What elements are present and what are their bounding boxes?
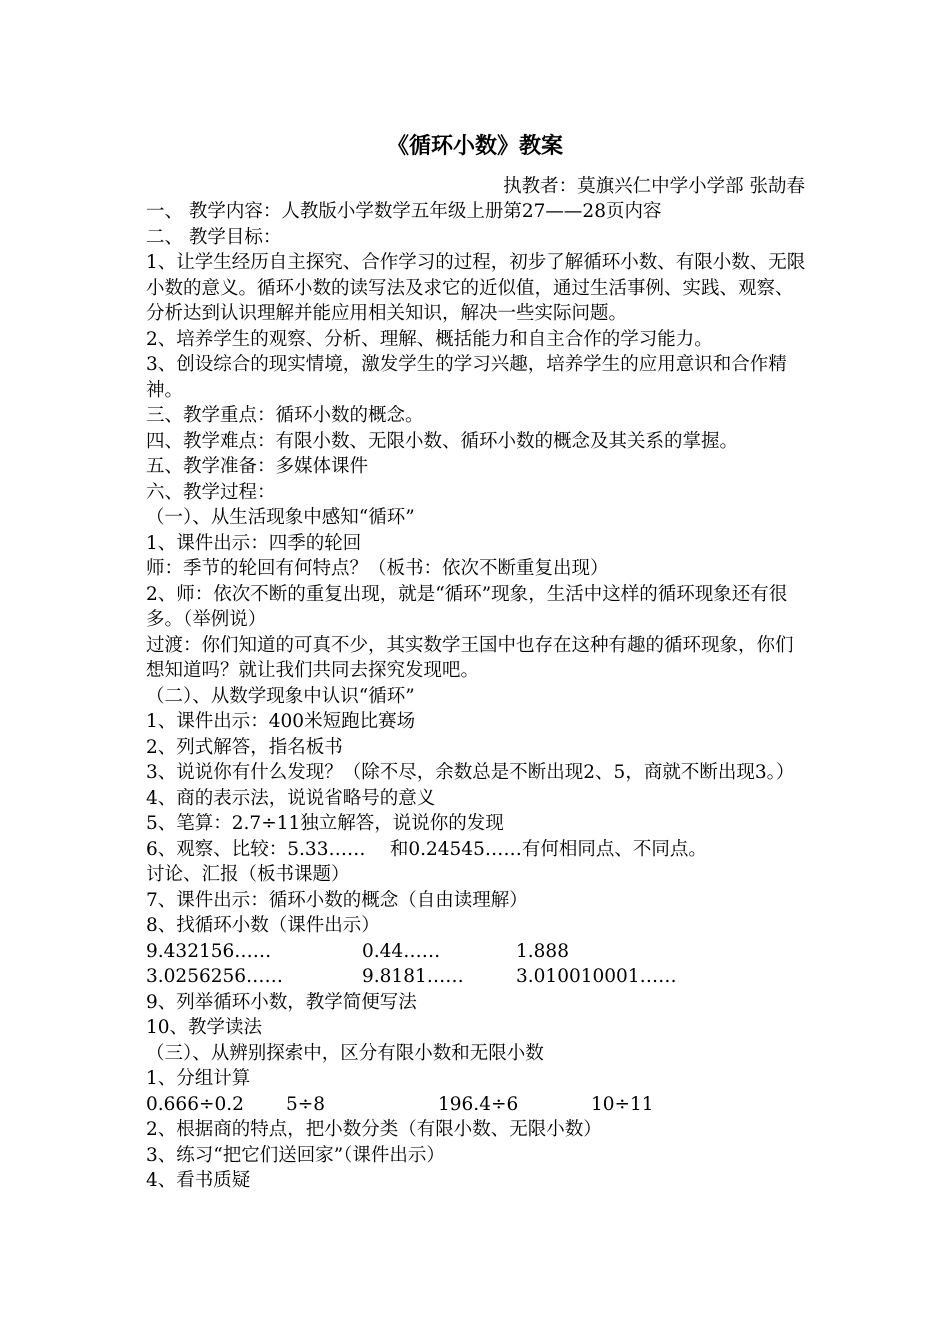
paragraph: 2、师：依次不断的重复出现，就是“循环”现象，生活中这样的循环现象还有很多。（举例说） xyxy=(146,583,788,630)
number-row xyxy=(146,939,811,965)
paragraph: 2、列式解答，指名板书 xyxy=(146,736,343,758)
number-item: 1.888 xyxy=(516,940,569,962)
document-body xyxy=(146,199,811,1194)
section-heading: 一、 教学内容：人教版小学数学五年级上册第27——28页内容 xyxy=(146,201,662,222)
number-item: 9.8181…… xyxy=(362,966,464,987)
subsection-heading: （二）、从数学现象中认识“循环” xyxy=(146,685,415,707)
paragraph: 3、创设综合的现实情境，激发学生的学习兴趣，培养学生的应用意识和合作精神。 xyxy=(146,354,787,401)
calc-item: 5÷8 xyxy=(286,1093,326,1115)
paragraph: 讨论、汇报（板书课题） xyxy=(146,864,350,885)
calc-item: 10÷11 xyxy=(591,1093,654,1115)
paragraph: 6、观察、比较：5.33…… 和0.24545……有何相同点、不同点。 xyxy=(146,838,707,860)
paragraph: 7、课件出示：循环小数的概念（自由读理解） xyxy=(146,889,528,911)
paragraph: 1、课件出示：400米短跑比赛场 xyxy=(146,711,416,732)
section-heading: 六、教学过程： xyxy=(146,481,276,503)
calc-item: 196.4÷6 xyxy=(438,1093,519,1115)
paragraph: 1、让学生经历自主探究、合作学习的过程，初步了解循环小数、有限小数、无限小数的意义。循环小数的读写法及求它的近似值，通过生活事例、实践、观察、分析达到认识理解并能应用相关知识，解决一些实际问题。 xyxy=(146,252,806,324)
paragraph: 9、列举循环小数，教学简便写法 xyxy=(146,991,417,1013)
document-title: 《循环小数》教案 xyxy=(386,133,563,159)
paragraph: 2、培养学生的观察、分析、理解、概括能力和自主合作的学习能力。 xyxy=(146,328,713,350)
paragraph: 过渡：你们知道的可真不少，其实数学王国中也存在这种有趣的循环现象，你们想知道吗？就让我们共同去探究发现吧。 xyxy=(146,634,794,681)
subsection-heading: （一）、从生活现象中感知“循环” xyxy=(146,507,415,528)
calc-row xyxy=(146,1092,811,1118)
author-line: 执教者：莫旗兴仁中学小学部 张劼春 xyxy=(503,176,805,197)
section-heading: 四、教学难点：有限小数、无限小数、循环小数的概念及其关系的掌握。 xyxy=(146,430,739,452)
subsection-heading: （三）、从辨别探索中，区分有限小数和无限小数 xyxy=(146,1042,544,1064)
section-heading: 二、 教学目标： xyxy=(146,226,282,248)
paragraph: 3、说说你有什么发现？（除不尽，余数总是不断出现2、5，商就不断出现3。） xyxy=(146,762,795,783)
number-item: 3.0256256…… xyxy=(146,966,284,987)
paragraph: 8、找循环小数（课件出示） xyxy=(146,915,380,936)
number-item: 9.432156…… xyxy=(146,940,272,962)
number-item: 3.010010001…… xyxy=(516,966,677,987)
section-heading: 三、教学重点：循环小数的概念。 xyxy=(146,405,424,426)
paragraph: 4、看书质疑 xyxy=(146,1170,251,1191)
number-row xyxy=(146,964,811,990)
paragraph: 2、根据商的特点，把小数分类（有限小数、无限小数） xyxy=(146,1119,602,1140)
paragraph: 3、练习“把它们送回家”（课件出示） xyxy=(146,1144,445,1166)
paragraph: 5、笔算：2.7÷11独立解答，说说你的发现 xyxy=(146,813,504,834)
paragraph: 4、商的表示法，说说省略号的意义 xyxy=(146,787,436,809)
calc-item: 0.666÷0.2 xyxy=(146,1093,244,1115)
paragraph: 10、教学读法 xyxy=(146,1017,263,1038)
paragraph: 师：季节的轮回有何特点？（板书：依次不断重复出现） xyxy=(146,558,609,579)
section-heading: 五、教学准备：多媒体课件 xyxy=(146,456,369,477)
paragraph: 1、课件出示：四季的轮回 xyxy=(146,532,362,554)
paragraph: 1、分组计算 xyxy=(146,1068,251,1089)
number-item: 0.44…… xyxy=(362,940,441,962)
